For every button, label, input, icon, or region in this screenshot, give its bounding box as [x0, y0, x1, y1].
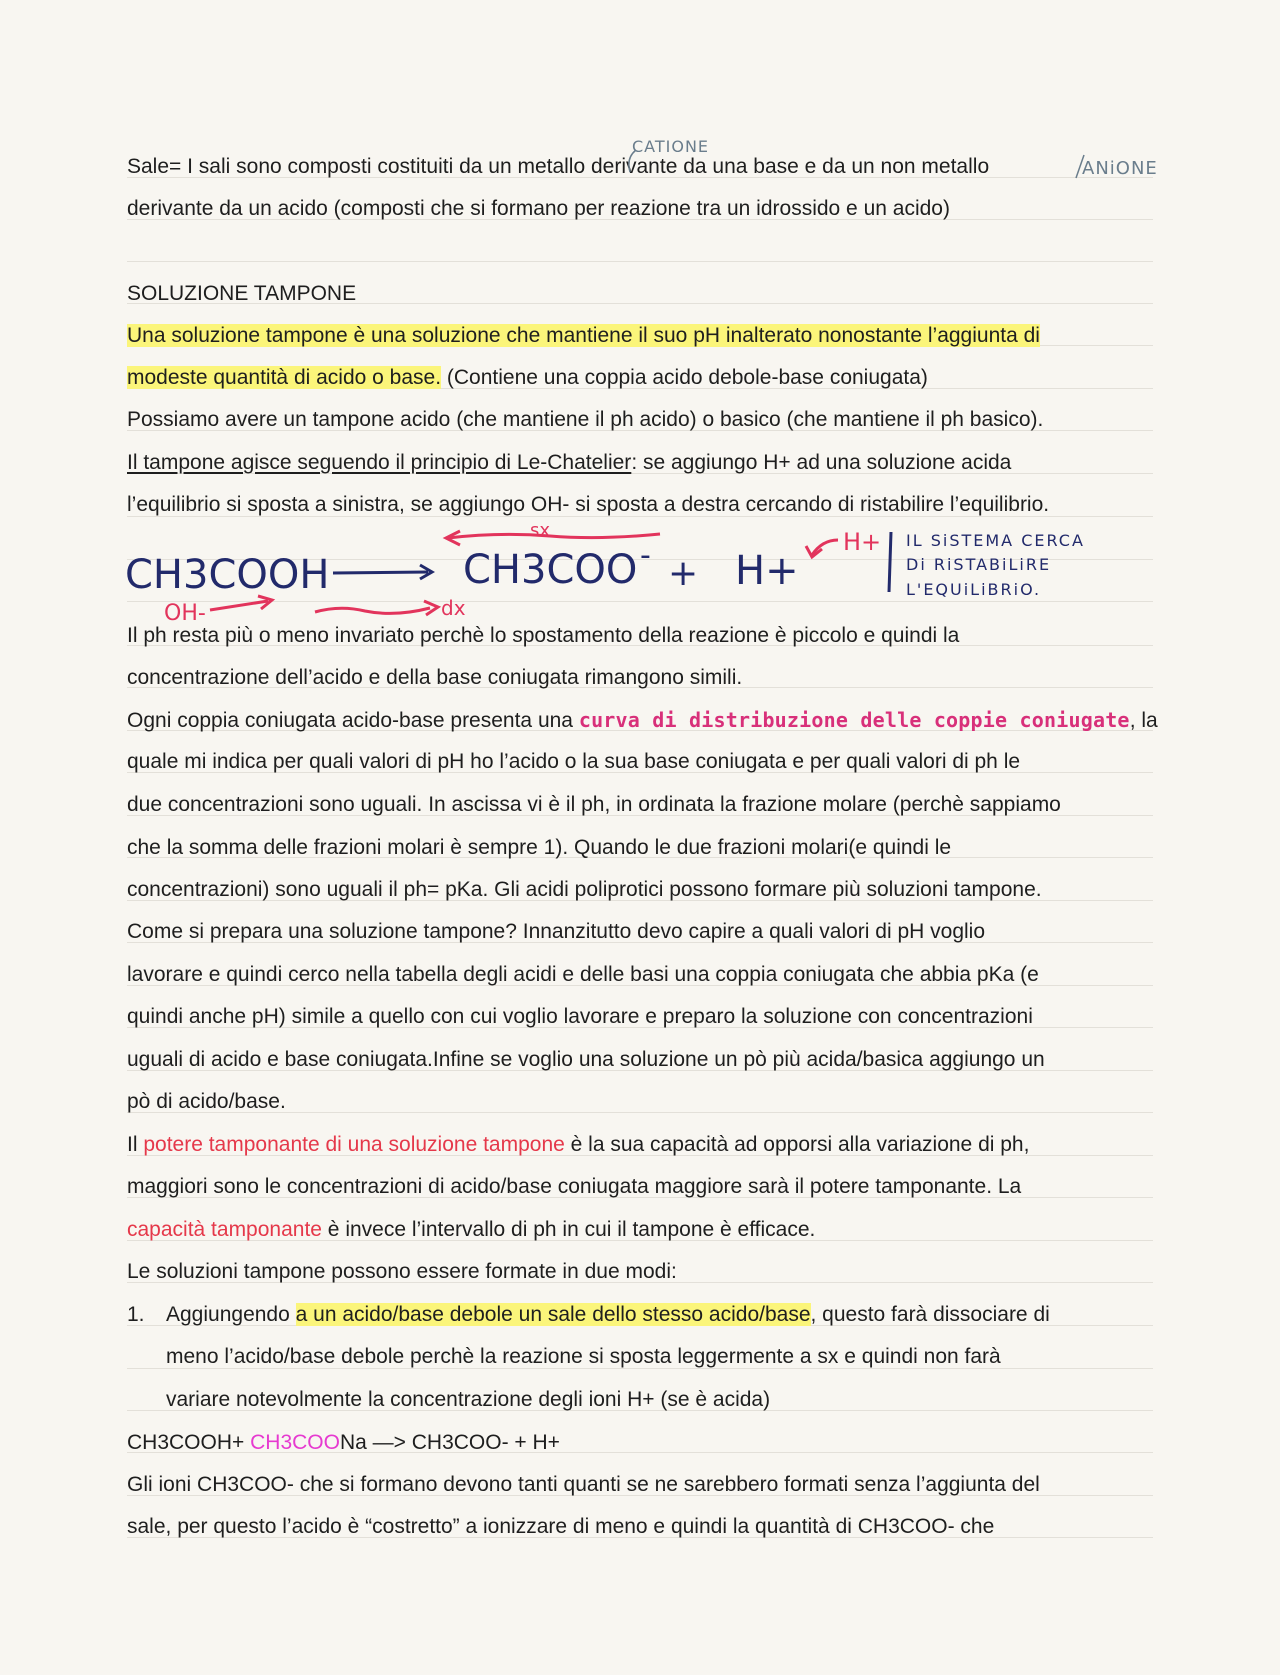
hw-sx-label: sx: [530, 520, 551, 541]
highlight: modeste quantità di acido o base.: [127, 366, 442, 389]
list-item-line-1: Aggiungendo a un acido/base debole un sale dello stesso acido/base, questo farà dissociare di: [166, 1303, 1050, 1326]
sx-arrow: [448, 534, 660, 538]
highlight: a un acido/base debole un sale dello stesso acido/base: [295, 1303, 811, 1326]
hw-oh-label: OH-: [164, 601, 206, 626]
list-item-line-2: meno l’acido/base debole perchè la reazione si sposta leggermente a sx e quindi non farà: [166, 1345, 1001, 1368]
body-line-3: Ogni coppia coniugata acido-base presenta una curva di distribuzione delle coppie coniugate, la: [127, 708, 1158, 732]
body-line-1: Il ph resta più o meno invariato perchè lo spostamento della reazione è piccolo e quindi la: [127, 624, 960, 647]
definition-line-5: l’equilibrio si sposta a sinistra, se aggiungo OH- si sposta a destra cercando di ristabilire l’equilibrio.: [127, 493, 1050, 516]
cation-caret: [629, 150, 636, 172]
hw-dx-label: dx: [441, 596, 466, 620]
definition-line-3: Possiamo avere un tampone acido (che mantiene il ph acido) o basico (che mantiene il ph basico).: [127, 408, 1044, 431]
body-line-9: lavorare e quindi cerco nella tabella degli acidi e delle basi una coppia coniugata che abbia pKa (e: [127, 963, 1039, 986]
anion-slash: [1076, 155, 1084, 178]
hw-added-proton: H+: [843, 528, 882, 556]
annotation-anion: ANiONE: [1082, 158, 1158, 179]
hw-plus: +: [668, 553, 699, 594]
hw-proton: H+: [735, 548, 799, 594]
body-line-14: maggiori sono le concentrazioni di acido/base coniugata maggiore sarà il potere tamponante. La: [127, 1175, 1022, 1198]
equation-line: CH3COOH+ CH3COONa —> CH3COO- + H+: [127, 1431, 560, 1454]
tail-line-1: Gli ioni CH3COO- che si formano devono tanti quanti se ne sarebbero formati senza l’aggiunta del: [127, 1473, 1040, 1496]
section-heading: SOLUZIONE TAMPONE: [127, 282, 357, 305]
body-line-11: uguali di acido e base coniugata.Infine se voglio una soluzione un pò più acida/basica aggiungo un: [127, 1048, 1045, 1071]
tail-line-2: sale, per questo l’acido è “costretto” a ionizzare di meno e quindi la quantità di CH3COO- che: [127, 1515, 995, 1538]
dx-arrow: [315, 608, 430, 613]
body-line-15: capacità tamponante è invece l’intervallo di ph in cui il tampone è efficace.: [127, 1218, 816, 1241]
sale-definition-line-2: derivante da un acido (composti che si formano per reazione tra un idrossido e un acido): [127, 197, 950, 220]
hw-note-line-3: L'EQUiLiBRiO.: [906, 580, 1042, 599]
list-item-line-3: variare notevolmente la concentrazione degli ioni H+ (se è acida): [166, 1388, 771, 1411]
underlined-principle: Il tampone agisce seguendo il principio di Le-Chatelier: [127, 451, 632, 474]
highlight: Una soluzione tampone è una soluzione che mantiene il suo pH inalterato nonostante l’aggiunta di: [127, 324, 1040, 347]
decorated-term: curva di distribuzione delle coppie coniugate: [578, 708, 1130, 732]
body-line-2: concentrazione dell’acido e della base coniugata rimangono simili.: [127, 666, 743, 689]
body-line-10: quindi anche pH) simile a quello con cui voglio lavorare e preparo la soluzione con concentrazioni: [127, 1005, 1033, 1028]
body-line-4: quale mi indica per quali valori di pH ho l’acido o la sua base coniugata e per quali valori di ph le: [127, 750, 1021, 773]
body-line-16: Le soluzioni tampone possono essere formate in due modi:: [127, 1260, 677, 1283]
hw-reactant: CH3COOH: [125, 552, 330, 598]
red-term: potere tamponante di una soluzione tampone: [143, 1133, 565, 1156]
body-line-13: Il potere tamponante di una soluzione tampone è la sua capacità ad opporsi alla variazione di ph,: [127, 1133, 1030, 1156]
sale-definition-line-1: Sale= I sali sono composti costituiti da un metallo derivante da una base e da un non metallo: [127, 155, 990, 178]
magenta-ion: CH3COO: [250, 1431, 340, 1454]
definition-line-4: Il tampone agisce seguendo il principio di Le-Chatelier: se aggiungo H+ ad una soluzione acida: [127, 451, 1012, 474]
body-line-8: Come si prepara una soluzione tampone? Innanzitutto devo capire a quali valori di pH voglio: [127, 920, 986, 943]
body-line-12: pò di acido/base.: [127, 1090, 286, 1113]
body-line-5: due concentrazioni sono uguali. In ascissa vi è il ph, in ordinata la frazione molare (perchè sappiamo: [127, 793, 1061, 816]
hw-product: CH3COO: [463, 547, 638, 593]
note-divider: [889, 532, 891, 592]
list-number: 1.: [127, 1303, 145, 1326]
annotation-cation: CATIONE: [632, 137, 710, 156]
body-line-6: che la somma delle frazioni molari è sempre 1). Quando le due frazioni molari(e quindi le: [127, 836, 952, 859]
hw-product-charge: -: [640, 538, 651, 573]
reaction-arrow: [333, 572, 428, 573]
hw-note-line-1: IL SiSTEMA CERCA: [906, 531, 1085, 550]
hw-note-line-2: Di RiSTABiLiRE: [906, 555, 1052, 574]
red-term: capacità tamponante: [127, 1218, 322, 1241]
body-line-7: concentrazioni) sono uguali il ph= pKa. Gli acidi poliprotici possono formare più soluzioni tampone.: [127, 878, 1042, 901]
definition-line-2: modeste quantità di acido o base. (Contiene una coppia acido debole-base coniugata): [127, 366, 928, 389]
oh-arrow: [210, 601, 268, 610]
